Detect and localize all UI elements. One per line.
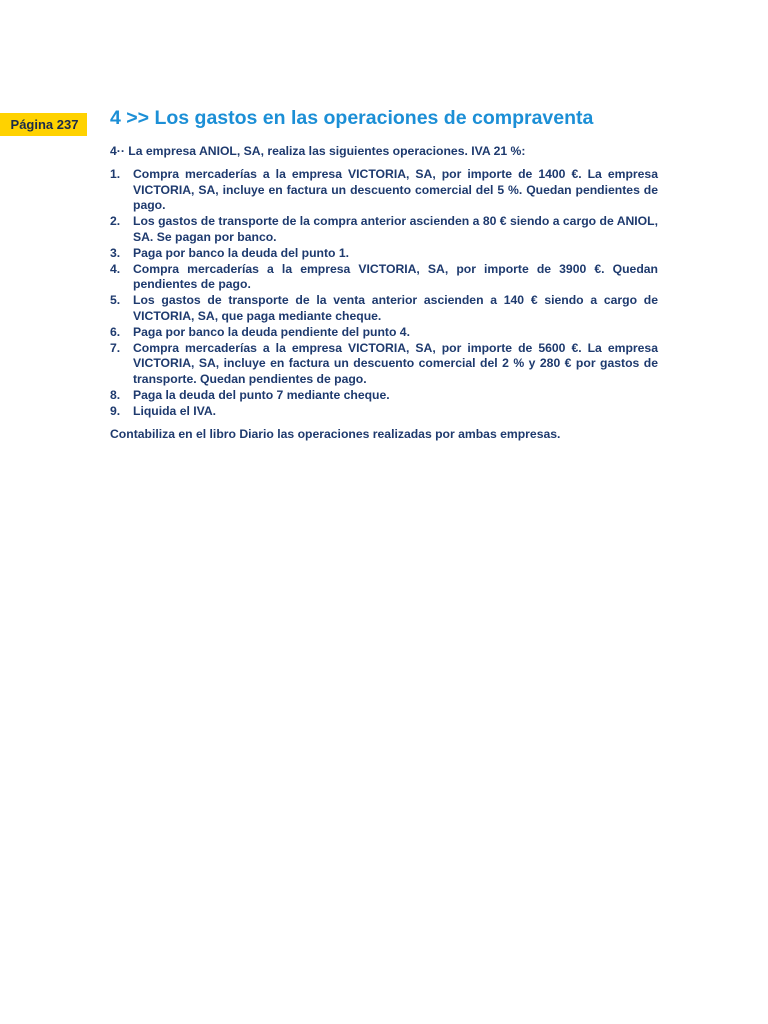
page-number-badge: Página 237 [0, 113, 87, 136]
list-item-number: 1. [110, 166, 121, 181]
list-item [110, 262, 658, 294]
list-item [110, 293, 658, 325]
list-item-text: Compra mercaderías a la empresa VICTORIA, SA, por importe de 3900 €. Quedan pendientes de pago. [133, 261, 658, 292]
list-item-text: Liquida el IVA. [133, 403, 217, 418]
list-item-number: 7. [110, 340, 121, 355]
exercise-intro: 4·· La empresa ANIOL, SA, realiza las siguientes operaciones. IVA 21 %: [110, 144, 526, 158]
list-item-text: Los gastos de transporte de la compra anterior ascienden a 80 € siendo a cargo de ANIOL, SA. Se pagan por banco. [133, 214, 658, 244]
list-item [110, 167, 658, 214]
list-item-number: 2. [110, 214, 121, 229]
list-item-number: 3. [110, 245, 121, 260]
list-item-number: 4. [110, 261, 121, 276]
list-item [110, 325, 658, 341]
list-item [110, 246, 658, 262]
operations-list [110, 167, 658, 420]
list-item [110, 214, 658, 246]
list-item-number: 6. [110, 324, 121, 339]
list-item-number: 9. [110, 403, 121, 418]
list-item-text: Paga por banco la deuda pendiente del punto 4. [133, 324, 410, 339]
list-item [110, 341, 658, 388]
exercise-block [110, 144, 658, 442]
list-item-text: Paga por banco la deuda del punto 1. [133, 245, 350, 260]
list-item-text: Compra mercaderías a la empresa VICTORIA, SA, por importe de 5600 €. La empresa VICTORIA, SA, incluye en factura un descuento comercial del 2 % y 280 € por gastos de transporte. Quedan pendientes de pago. [133, 340, 658, 387]
list-item-number: 8. [110, 387, 121, 402]
list-item-text: Los gastos de transporte de la venta anterior ascienden a 140 € siendo a cargo de VICTORIA, SA, que paga mediante cheque. [133, 293, 658, 323]
list-item-number: 5. [110, 293, 121, 308]
section-title: 4 >> Los gastos en las operaciones de compraventa [110, 107, 594, 129]
list-item [110, 388, 658, 404]
list-item-text: Paga la deuda del punto 7 mediante cheque. [133, 387, 390, 402]
list-item [110, 404, 658, 420]
exercise-instruction: Contabiliza en el libro Diario las operaciones realizadas por ambas empresas. [110, 426, 561, 441]
list-item-text: Compra mercaderías a la empresa VICTORIA, SA, por importe de 1400 €. La empresa VICTORIA, SA, incluye en factura un descuento comercial del 5 %. Quedan pendientes de pago. [133, 166, 658, 213]
